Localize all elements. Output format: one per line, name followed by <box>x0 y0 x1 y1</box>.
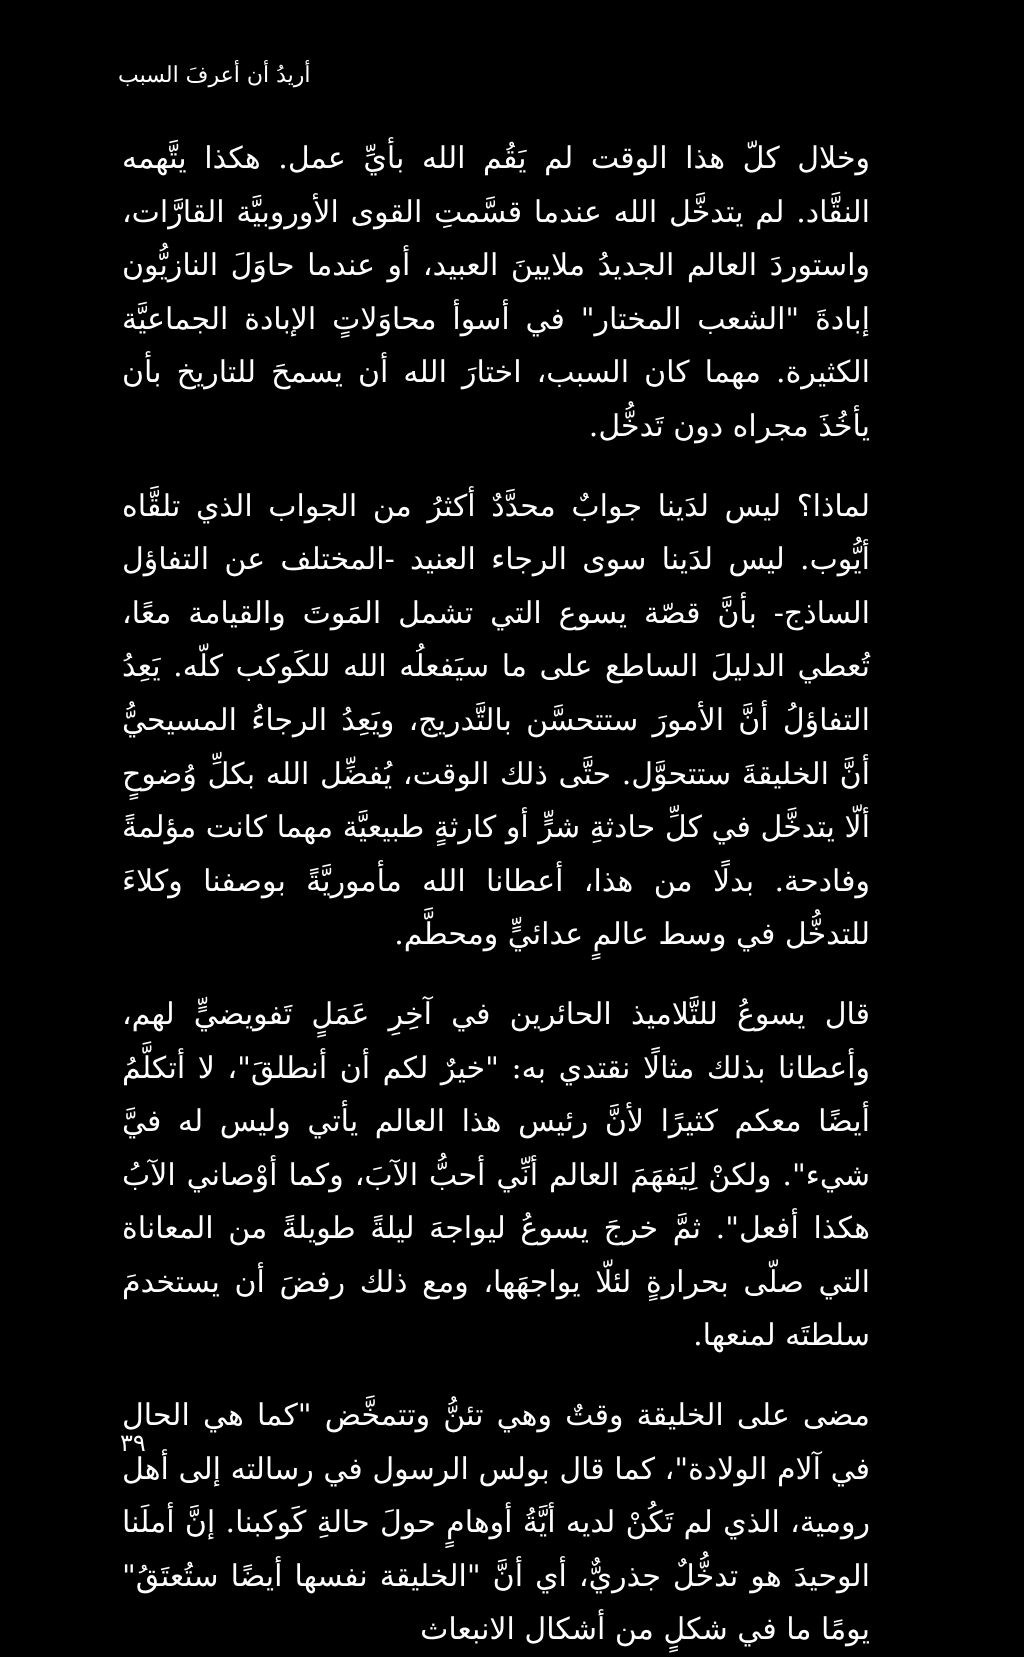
paragraph-1: وخلال كلّ هذا الوقت لم يَقُم الله بأيِّ عمل. هكذا يتَّهمه النقَّاد. لم يتدخَّل الله عندما قسَّمتِ القوى الأوروبيَّة القارَّات، واستوردَ العالم الجديدُ ملايينَ العبيد، أو عندما حاوَلَ النازيُّون إبادةَ "الشعب المختار" في أسوأ محاوَلاتٍ الإبادة الجماعيَّة الكثيرة. مهما كان السبب، اختارَ الله أن يسمحَ للتاريخ بأن يأخُذَ مجراه دون تَدخُّل. <box>122 141 870 444</box>
running-header: أريدُ أن أعرفَ السبب <box>118 63 311 88</box>
paragraph-2: لماذا؟ ليس لدَينا جوابٌ محدَّدٌ أكثرُ من الجواب الذي تلقَّاه أيُّوب. ليس لدَينا سوى الرجاء العنيد -المختلف عن التفاؤل الساذج- بأنَّ قصّة يسوع التي تشمل المَوتَ والقيامة معًا، تُعطي الدليلَ الساطع على ما سيَفعلُه الله للكَوكب كلّه. يَعِدُ التفاؤلُ أنَّ الأمورَ ستتحسَّن بالتَّدريج، ويَعِدُ الرجاءُ المسيحيُّ أنَّ الخليقةَ ستتحوَّل. حتَّى ذلك الوقت، يُفضِّل الله بكلِّ وُضوحٍ ألّا يتدخَّل في كلِّ حادثةِ شرٍّ أو كارثةٍ طبيعيَّة مهما كانت مؤلمةً وفادحة. بدلًا من هذا، أعطانا الله مأموريَّةً بوصفنا وكلاءَ للتدخُّل في وسط عالمٍ عدائيٍّ ومحطَّم. <box>122 488 870 953</box>
page-number: ٣٩ <box>120 1429 146 1457</box>
paragraph-3: قال يسوعُ للتَّلاميذ الحائرين في آخِرِ عَمَلٍ تَفويضيٍّ لهم، وأعطانا بذلك مثالًا نقتدي به: "خيرٌ لكم أن أنطلقَ"، لا أتكلَّمُ أيضًا معكم كثيرًا لأنَّ رئيس هذا العالم يأتي وليس له فيَّ شيء". ولكنْ لِيَفهَمَ العالم أنِّي أحبُّ الآبَ، وكما أوْصاني الآبُ هكذا أفعل". ثمَّ خرجَ يسوعُ ليواجهَ ليلةً طويلةً من المعاناة التي صلّى بحرارةٍ لئلّا يواجهَها، ومع ذلك رفضَ أن يستخدمَ سلطتَه لمنعها. <box>122 996 870 1354</box>
paragraph-4: مضى على الخليقة وقتٌ وهي تئنُّ وتتمخَّض "كما هي الحال في آلام الولادة"، كما قال بولس الرسول في رسالته إلى أهل رومية، الذي لم تَكُنْ لديه أيَّةُ أوهامٍ حولَ حالةِ كَوكبنا. إنَّ أملَنا الوحيدَ هو تدخُّلٌ جذريٌّ، أي أنَّ "الخليقة نفسها أيضًا ستُعتَقُ" يومًا ما في شكلٍ من أشكال الانبعاث <box>122 1398 870 1648</box>
body-text <box>122 132 870 1657</box>
